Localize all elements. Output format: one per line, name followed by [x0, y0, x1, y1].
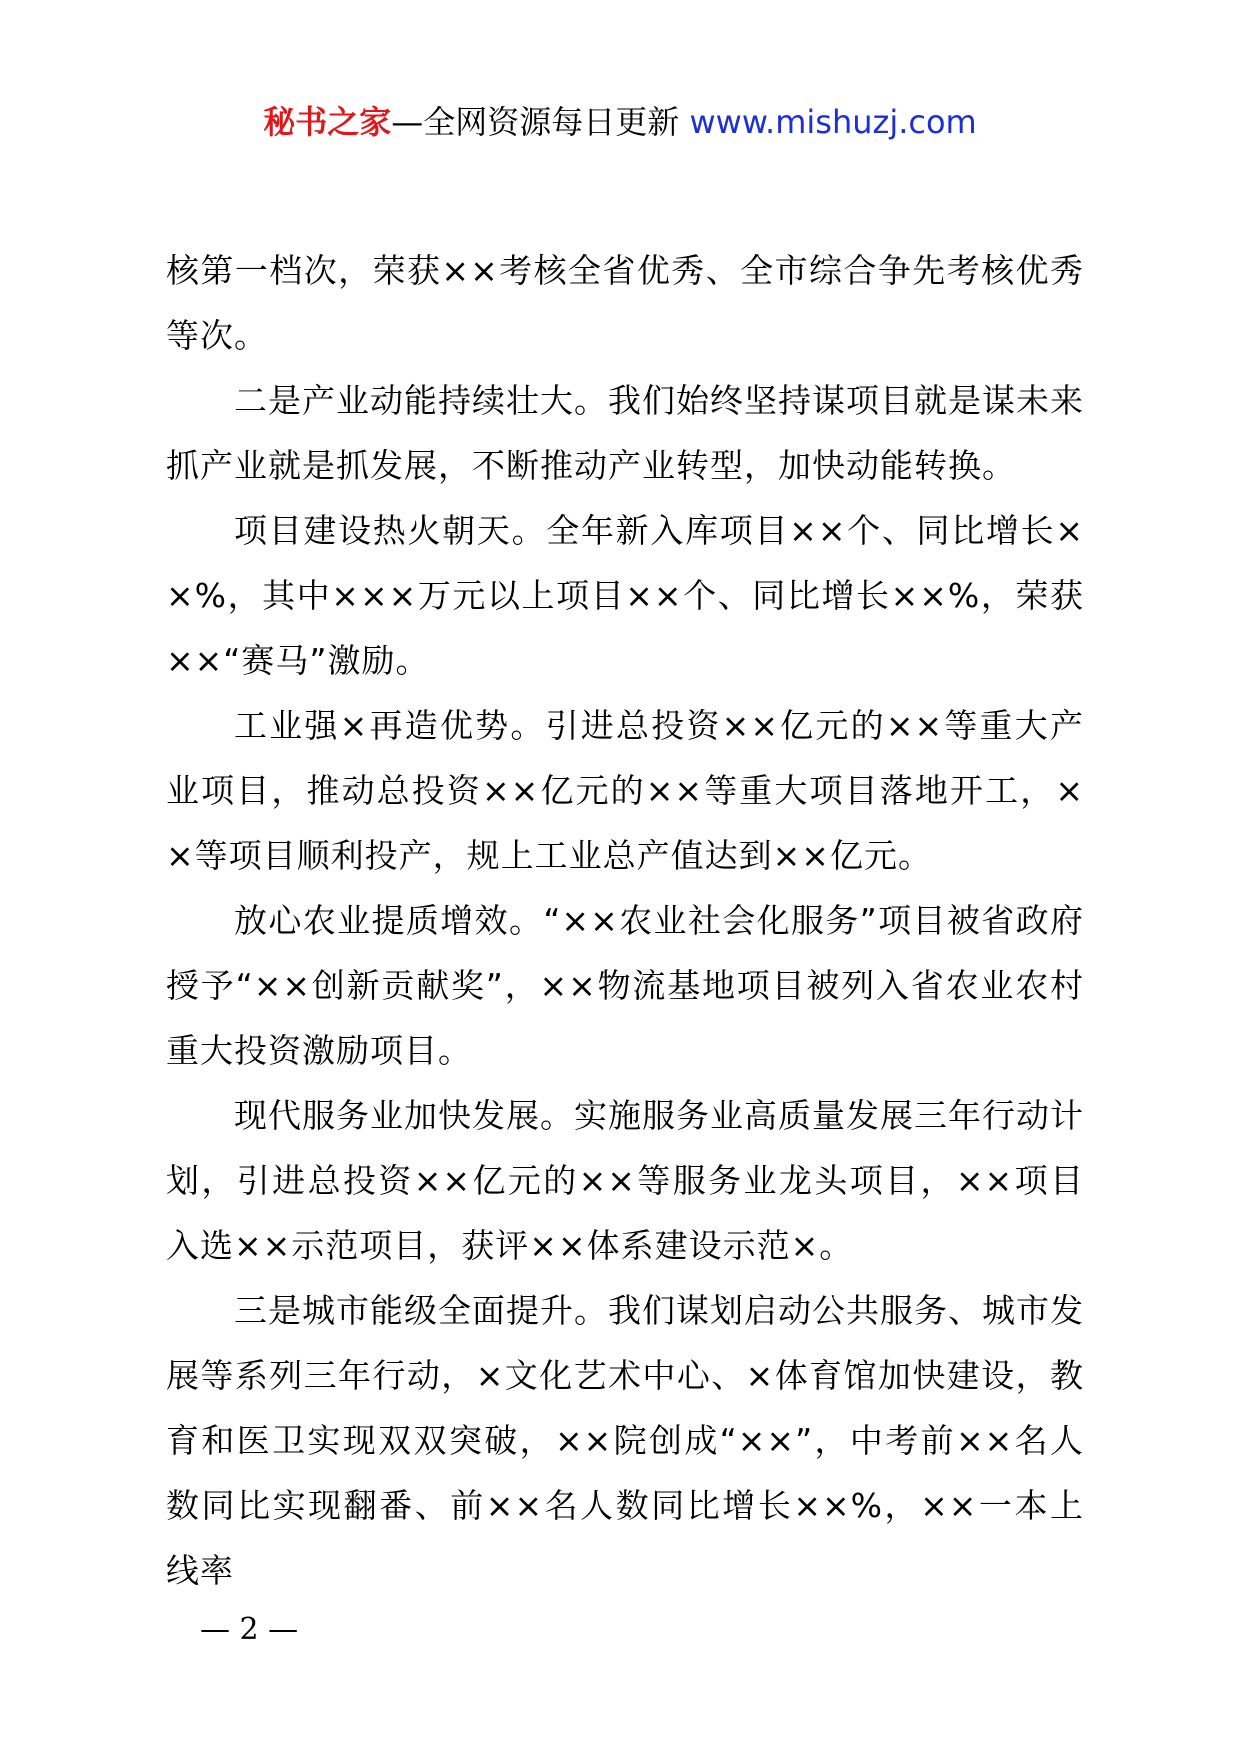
brand-name: 秘书之家 — [263, 103, 392, 141]
paragraph-industry-momentum: 二是产业动能持续壮大。我们始终坚持谋项目就是谋未来抓产业就是抓发展，不断推动产业转型，加快动能转换。 — [166, 381, 1084, 485]
document-body — [166, 238, 1084, 1603]
paragraph-project-construction: 项目建设热火朝天。全年新入库项目××个、同比增长××%，其中×××万元以上项目××个、同比增长××%，荣获××“赛马”激励。 — [166, 511, 1084, 680]
header-tagline: —全网资源每日更新 — [391, 103, 690, 141]
paragraph-agriculture: 放心农业提质增效。“××农业社会化服务”项目被省政府授予“××创新贡献奖”，××物流基地项目被列入省农业农村重大投资激励项目。 — [166, 901, 1084, 1070]
paragraph-services: 现代服务业加快发展。实施服务业高质量发展三年行动计划，引进总投资××亿元的××等服务业龙头项目，××项目入选××示范项目，获评××体系建设示范×。 — [166, 1096, 1084, 1265]
paragraph-continuation: 核第一档次，荣获××考核全省优秀、全市综合争先考核优秀等次。 — [166, 251, 1084, 355]
paragraph-city-level: 三是城市能级全面提升。我们谋划启动公共服务、城市发展等系列三年行动，×文化艺术中心、×体育馆加快建设，教育和医卫实现双双突破，××院创成“××”，中考前××名人数同比实现翻番、前××名人数同比增长××%，××一本上线率 — [166, 1291, 1084, 1590]
page-number: — 2 — — [200, 1612, 299, 1647]
site-url-link[interactable]: www.mishuzj.com — [689, 103, 977, 141]
paragraph-industry-advantage: 工业强×再造优势。引进总投资××亿元的××等重大产业项目，推动总投资××亿元的××等重大项目落地开工，××等项目顺利投产，规上工业总产值达到××亿元。 — [166, 706, 1084, 875]
site-header — [0, 100, 1240, 144]
